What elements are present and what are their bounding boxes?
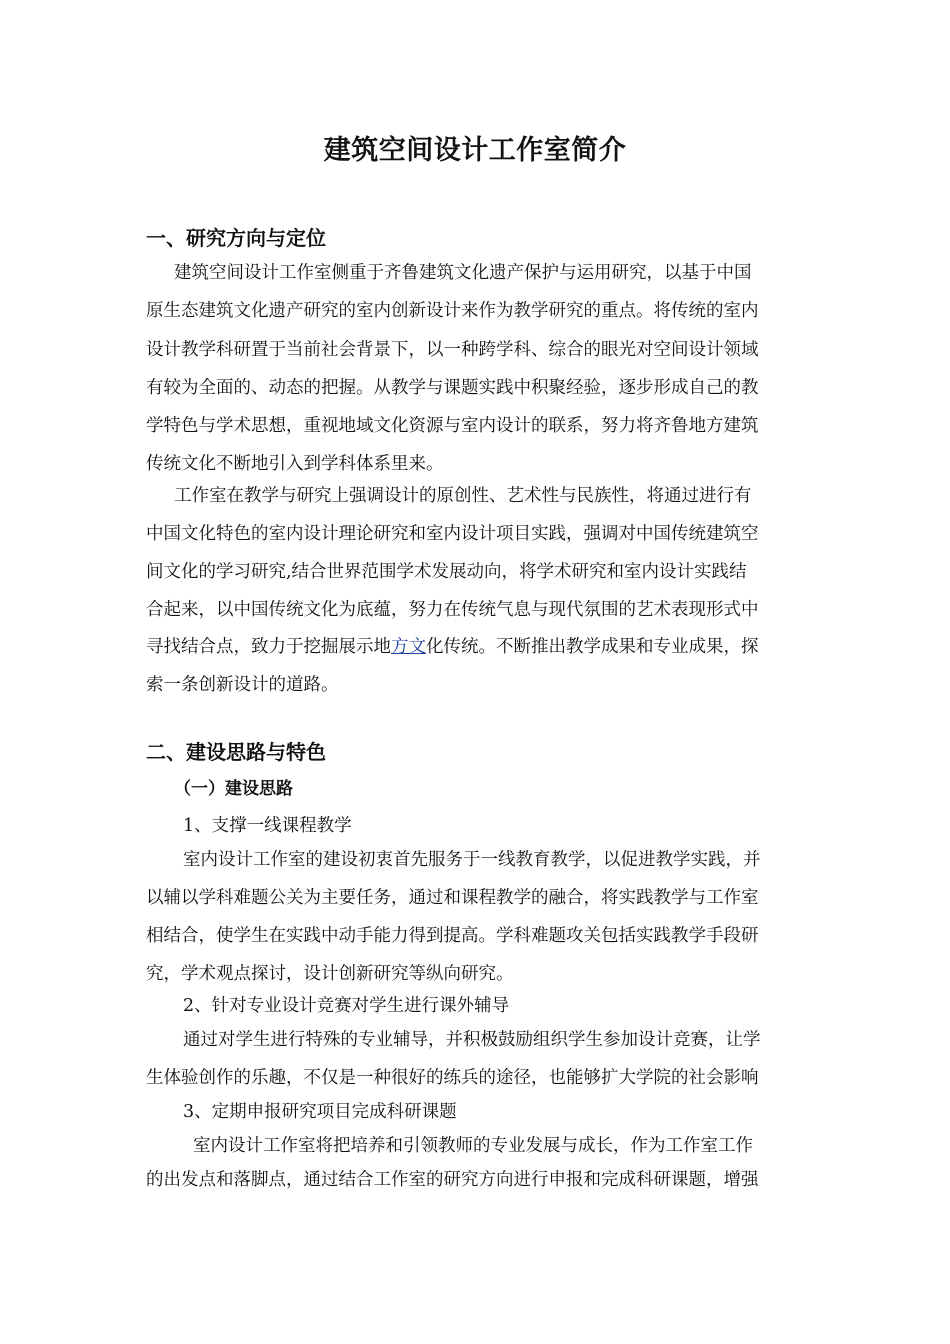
paragraph-line: 以辅以学科难题公关为主要任务，通过和课程教学的融合，将实践教学与工作室 xyxy=(146,888,759,908)
paragraph-text: 寻找结合点，致力于挖掘展示地 xyxy=(146,637,391,657)
paragraph-line: 合起来，以中国传统文化为底蕴，努力在传统气息与现代氛围的艺术表现形式中 xyxy=(146,600,759,620)
paragraph-line: 通过对学生进行特殊的专业辅导，并积极鼓励组织学生参加设计竞赛，让学 xyxy=(183,1030,761,1050)
page-title: 建筑空间设计工作室简介 xyxy=(323,135,627,166)
paragraph-line: 室内设计工作室的建设初衷首先服务于一线教育教学，以促进教学实践，并 xyxy=(183,850,761,870)
list-item-label: 2、针对专业设计竞赛对学生进行课外辅导 xyxy=(183,996,510,1016)
paragraph-line: 工作室在教学与研究上强调设计的原创性、艺术性与民族性，将通过进行有 xyxy=(174,486,752,506)
paragraph-line: 有较为全面的、动态的把握。从教学与课题实践中积聚经验，逐步形成自己的教 xyxy=(146,378,759,398)
list-item-label: 1、支撑一线课程教学 xyxy=(183,816,352,836)
paragraph-line: 索一条创新设计的道路。 xyxy=(146,675,339,695)
paragraph-line: 间文化的学习研究,结合世界范围学术发展动向，将学术研究和室内设计实践结 xyxy=(146,562,747,582)
paragraph-line: 原生态建筑文化遗产研究的室内创新设计来作为教学研究的重点。将传统的室内 xyxy=(146,301,759,321)
paragraph-line: 建筑空间设计工作室侧重于齐鲁建筑文化遗产保护与运用研究，以基于中国 xyxy=(174,263,752,283)
paragraph-line: 究，学术观点探讨，设计创新研究等纵向研究。 xyxy=(146,964,514,984)
paragraph-line: 学特色与学术思想，重视地域文化资源与室内设计的联系，努力将齐鲁地方建筑 xyxy=(146,416,759,436)
paragraph-text: 化传统。不断推出教学成果和专业成果，探 xyxy=(426,637,759,657)
paragraph-line: 相结合，使学生在实践中动手能力得到提高。学科难题攻关包括实践教学手段研 xyxy=(146,926,759,946)
section-heading-research: 一、研究方向与定位 xyxy=(146,226,326,250)
list-item-label: 3、定期申报研究项目完成科研课题 xyxy=(183,1102,457,1122)
subsection-heading: （一）建设思路 xyxy=(174,779,293,799)
inline-link[interactable]: 方文 xyxy=(391,637,426,657)
paragraph-line: 室内设计工作室将把培养和引领教师的专业发展与成长，作为工作室工作 xyxy=(193,1136,753,1156)
paragraph-line: 生体验创作的乐趣，不仅是一种很好的练兵的途径，也能够扩大学院的社会影响 xyxy=(146,1068,759,1088)
paragraph-line: 中国文化特色的室内设计理论研究和室内设计项目实践，强调对中国传统建筑空 xyxy=(146,524,759,544)
section-heading-construction: 二、建设思路与特色 xyxy=(146,740,326,764)
paragraph-line: 的出发点和落脚点，通过结合工作室的研究方向进行申报和完成科研课题，增强 xyxy=(146,1170,759,1190)
paragraph-line: 设计教学科研置于当前社会背景下，以一种跨学科、综合的眼光对空间设计领域 xyxy=(146,340,759,360)
paragraph-line-with-link xyxy=(146,633,759,661)
paragraph-line: 传统文化不断地引入到学科体系里来。 xyxy=(146,454,444,474)
